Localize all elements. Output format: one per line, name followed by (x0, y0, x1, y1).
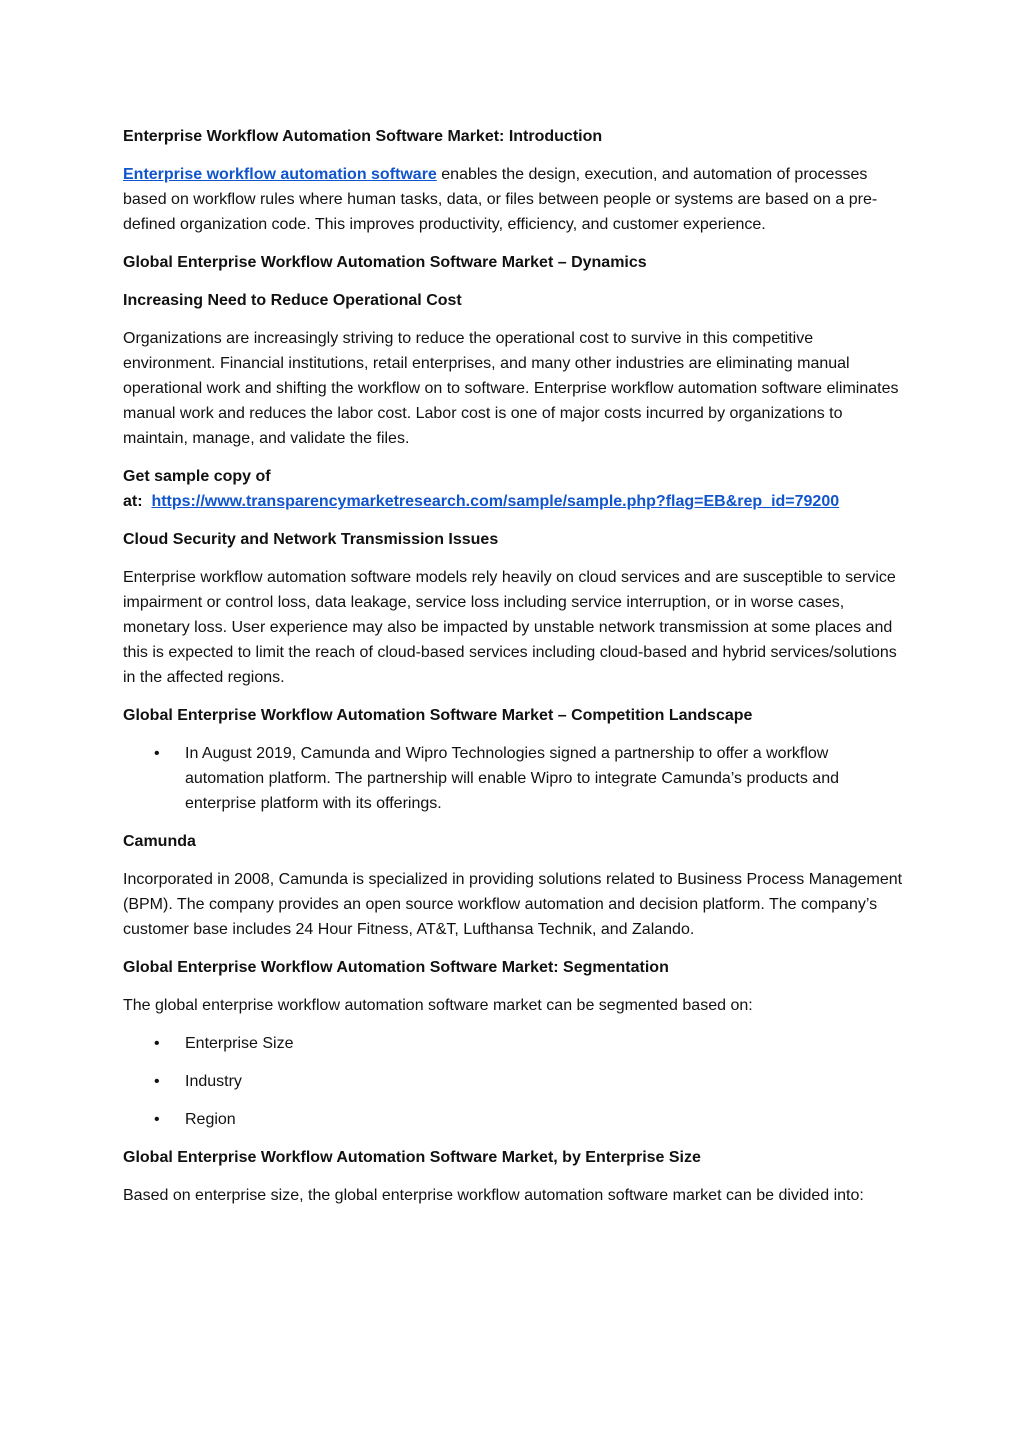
camunda-paragraph: Incorporated in 2008, Camunda is specialized in providing solutions related to Business Process Management (BPM). The company provides an open source workflow automation and decision platform. The company’s customer base includes 24 Hour Fitness, AT&T, Lufthansa Technik, and Zalando. (123, 871, 903, 938)
bullet-icon: • (154, 745, 160, 762)
security-heading: Cloud Security and Network Transmission Issues (123, 531, 499, 548)
intro-link[interactable]: Enterprise workflow automation software (123, 166, 437, 183)
dynamics-heading: Global Enterprise Workflow Automation Software Market – Dynamics (123, 254, 647, 271)
list-item (123, 1107, 903, 1132)
competition-heading: Global Enterprise Workflow Automation Software Market – Competition Landscape (123, 707, 753, 724)
bullet-icon: • (154, 1035, 160, 1052)
segmentation-heading: Global Enterprise Workflow Automation Software Market: Segmentation (123, 959, 669, 976)
segmentation-paragraph: The global enterprise workflow automation software market can be segmented based on: (123, 997, 753, 1014)
list-item (123, 1031, 903, 1056)
list-item-text: Region (185, 1111, 236, 1128)
document-page (123, 124, 903, 1221)
list-item-text: Industry (185, 1073, 242, 1090)
by-size-heading: Global Enterprise Workflow Automation Software Market, by Enterprise Size (123, 1149, 701, 1166)
bullet-icon: • (154, 1111, 160, 1128)
sample-at-label: at: (123, 493, 143, 510)
sample-link[interactable]: https://www.transparencymarketresearch.com/sample/sample.php?flag=EB&rep_id=79200 (151, 493, 840, 510)
intro-heading: Enterprise Workflow Automation Software Market: Introduction (123, 128, 603, 145)
intro-text: enables the design, execution, and automation of processes based on workflow rules where human tasks, data, or files between people or systems are based on a pre-defined organization code. This improves productivity, efficiency, and customer experience. (123, 166, 878, 233)
list-item (123, 741, 903, 816)
camunda-heading: Camunda (123, 833, 196, 850)
bullet-icon: • (154, 1073, 160, 1090)
dynamics-paragraph: Organizations are increasingly striving to reduce the operational cost to survive in this competitive environment. Financial institutions, retail enterprises, and many other industries are eliminating manual operational work and shifting the workflow on to software. Enterprise workflow automation software eliminates manual work and reduces the labor cost. Labor cost is one of major costs incurred by organizations to maintain, manage, and validate the files. (123, 330, 899, 447)
list-item (123, 1069, 903, 1094)
sample-label: Get sample copy of (123, 468, 271, 485)
by-size-paragraph: Based on enterprise size, the global enterprise workflow automation software market can be divided into: (123, 1187, 864, 1204)
list-item-text: In August 2019, Camunda and Wipro Technologies signed a partnership to offer a workflow automation platform. The partnership will enable Wipro to integrate Camunda’s products and enterprise platform with its offerings. (185, 745, 839, 812)
segmentation-list (123, 1031, 903, 1132)
competition-list (123, 741, 903, 816)
sample-block (123, 464, 903, 514)
dynamics-subheading: Increasing Need to Reduce Operational Cost (123, 292, 462, 309)
intro-paragraph (123, 162, 903, 237)
security-paragraph: Enterprise workflow automation software models rely heavily on cloud services and are susceptible to service impairment or control loss, data leakage, service loss including service interruption, or in worse cases, monetary loss. User experience may also be impacted by unstable network transmission at some places and this is expected to limit the reach of cloud-based services including cloud-based and hybrid services/solutions in the affected regions. (123, 569, 897, 686)
list-item-text: Enterprise Size (185, 1035, 294, 1052)
